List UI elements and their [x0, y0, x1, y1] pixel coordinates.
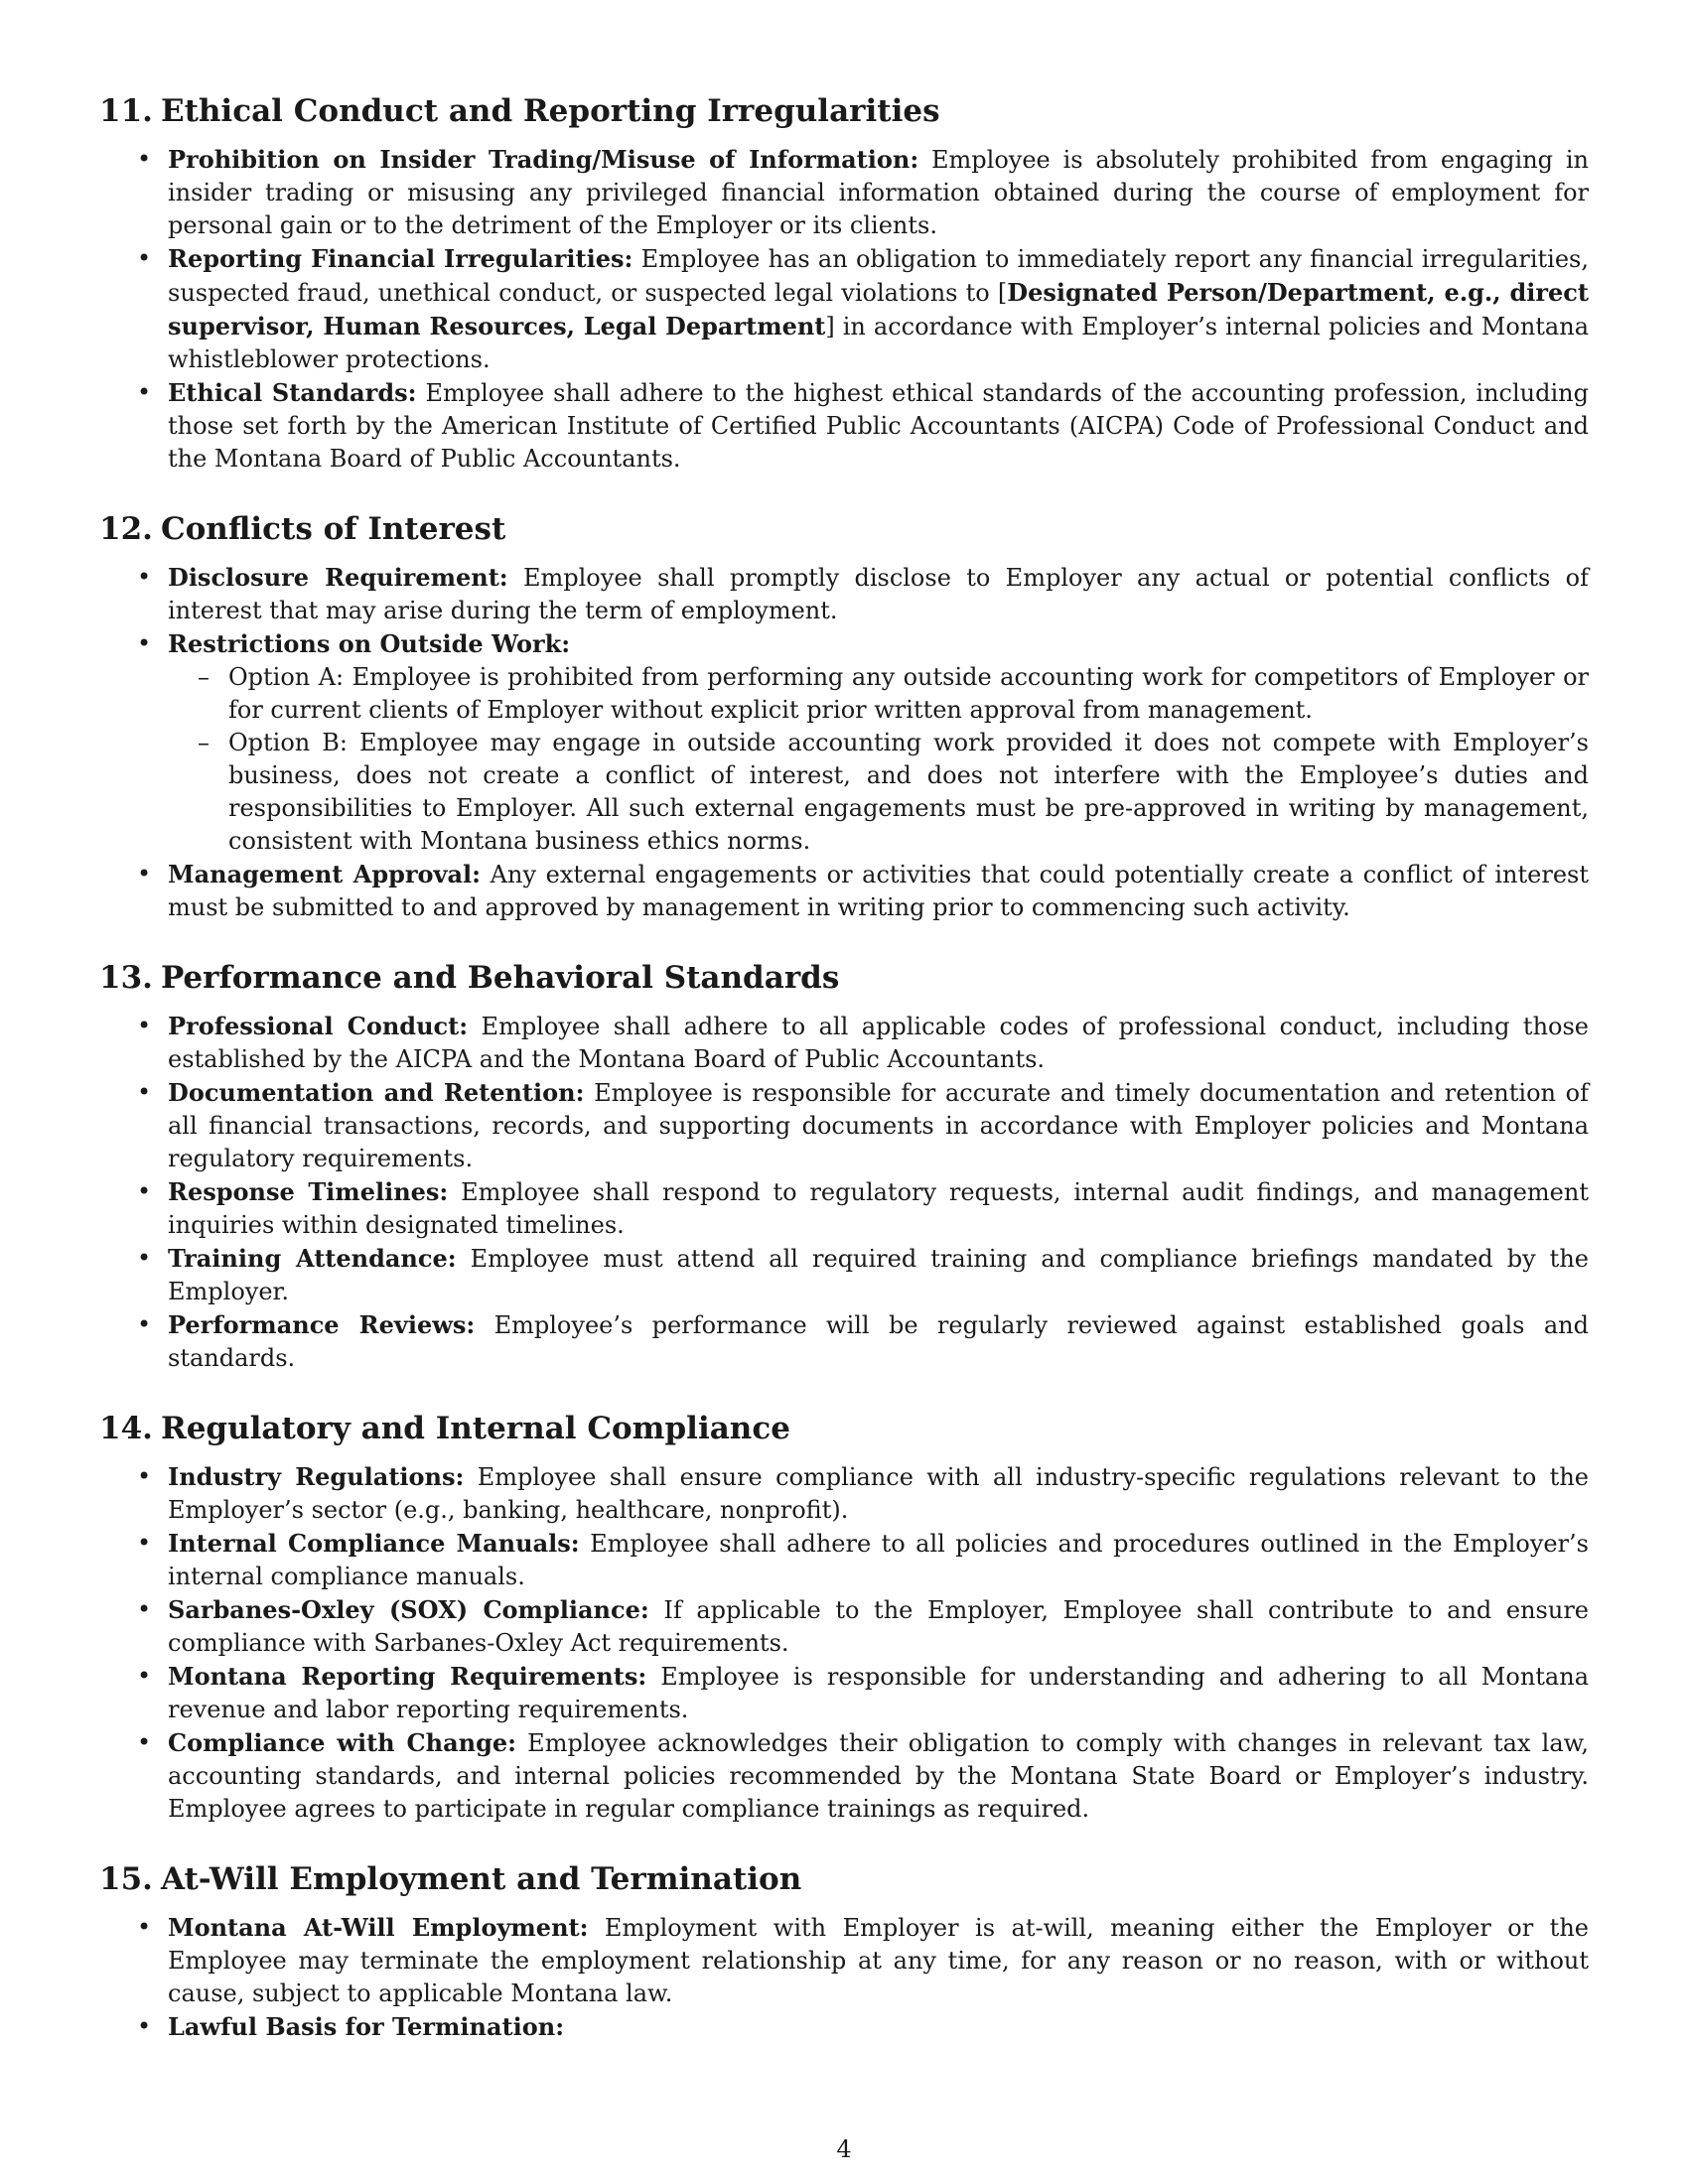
section-heading: 11. Ethical Conduct and Reporting Irregularities: [99, 93, 940, 129]
section-11: [99, 91, 1589, 476]
section-heading: 15. At-Will Employment and Termination: [99, 1861, 802, 1897]
list-item: • Documentation and Retention: Employee is responsible for accurate and timely documentation and retention of all financial transactions, records, and supporting documents in accordance with Employer policies and Montana regulatory requirements.: [99, 1076, 1589, 1175]
list-item: • Management Approval: Any external engagements or activities that could potentially create a conflict of interest must be submitted to and approved by management in writing prior to commencing such activity.: [99, 858, 1589, 924]
list-item: • Sarbanes-Oxley (SOX) Compliance: If applicable to the Employer, Employee shall contribute to and ensure compliance with Sarbanes-Oxley Act requirements.: [99, 1593, 1589, 1660]
list-item: • Performance Reviews: Employee’s performance will be regularly reviewed against established goals and standards.: [99, 1308, 1589, 1375]
list-item: • Reporting Financial Irregularities: Employee has an obligation to immediately report any financial irregularities, suspected fraud, unethical conduct, or suspected legal violations to [Designated Person/Department, e.g., direct supervisor, Human Resources, Legal Department] in accordance with Employer’s internal policies and Montana whistleblower protections.: [99, 242, 1589, 376]
sub-list-item: – Option B: Employee may engage in outside accounting work provided it does not compete with Employer’s business, does not create a conflict of interest, and does not interfere with the Employee’s duties and responsibilities to Employer. All such external engagements must be pre-approved in writing by management, consistent with Montana business ethics norms.: [168, 727, 1589, 858]
list-item: • Compliance with Change: Employee acknowledges their obligation to comply with changes in relevant tax law, accounting standards, and internal policies recommended by the Montana State Board or Employer’s industry. Employee agrees to participate in regular compliance trainings as required.: [99, 1726, 1589, 1826]
bullet-list: [99, 1010, 1589, 1375]
bullet-list: [99, 1460, 1589, 1826]
list-item: • Ethical Standards: Employee shall adhere to the highest ethical standards of the accounting profession, including those set forth by the American Institute of Certified Public Accountants (AICPA) Code of Professional Conduct and the Montana Board of Public Accountants.: [99, 376, 1589, 476]
section-13: [99, 958, 1589, 1375]
bullet-list: [99, 143, 1589, 476]
list-item: • Internal Compliance Manuals: Employee shall adhere to all policies and procedures outlined in the Employer’s internal compliance manuals.: [99, 1527, 1589, 1593]
section-14: [99, 1409, 1589, 1826]
list-item: • Response Timelines: Employee shall respond to regulatory requests, internal audit findings, and management inquiries within designated timelines.: [99, 1175, 1589, 1242]
sub-list-item: – Option A: Employee is prohibited from performing any outside accounting work for competitors of Employer or for current clients of Employer without explicit prior written approval from management.: [168, 661, 1589, 727]
document-body: [99, 91, 1589, 2078]
section-heading: 12. Conflicts of Interest: [99, 511, 506, 547]
bullet-list: [99, 561, 1589, 924]
sub-list: [168, 661, 1589, 858]
list-item: • Disclosure Requirement: Employee shall promptly disclose to Employer any actual or potential conflicts of interest that may arise during the term of employment.: [99, 561, 1589, 627]
page-number: 4: [836, 2135, 852, 2163]
list-item: • Restrictions on Outside Work: – Option A: Employee is prohibited from performing any outside accounting work for competitors of Employer or for current clients of Employer without explicit prior written approval from management. – Option B: Employee may engage in outside accounting work provided it does not compete with Employer’s business, does not create a conflict of interest, and does not interfere with the Employee’s duties and responsibilities to Employer. All such external engagements must be pre-approved in writing by management, consistent with Montana business ethics norms.: [99, 627, 1589, 858]
bullet-list: [99, 1911, 1589, 2044]
list-item: • Montana At-Will Employment: Employment with Employer is at-will, meaning either the Employer or the Employee may terminate the employment relationship at any time, for any reason or no reason, with or without cause, subject to applicable Montana law.: [99, 1911, 1589, 2010]
list-item: • Montana Reporting Requirements: Employee is responsible for understanding and adhering to all Montana revenue and labor reporting requirements.: [99, 1660, 1589, 1726]
list-item: • Prohibition on Insider Trading/Misuse of Information: Employee is absolutely prohibited from engaging in insider trading or misusing any privileged financial information obtained during the course of employment for personal gain or to the detriment of the Employer or its clients.: [99, 143, 1589, 242]
section-heading: 13. Performance and Behavioral Standards: [99, 960, 840, 996]
section-12: [99, 509, 1589, 924]
list-item: • Industry Regulations: Employee shall ensure compliance with all industry-specific regulations relevant to the Employer’s sector (e.g., banking, healthcare, nonprofit).: [99, 1460, 1589, 1527]
list-item: • Lawful Basis for Termination:: [99, 2010, 1589, 2044]
section-heading: 14. Regulatory and Internal Compliance: [99, 1411, 790, 1446]
list-item: • Training Attendance: Employee must attend all required training and compliance briefings mandated by the Employer.: [99, 1242, 1589, 1308]
section-15: [99, 1859, 1589, 2044]
list-item: • Professional Conduct: Employee shall adhere to all applicable codes of professional conduct, including those established by the AICPA and the Montana Board of Public Accountants.: [99, 1010, 1589, 1076]
